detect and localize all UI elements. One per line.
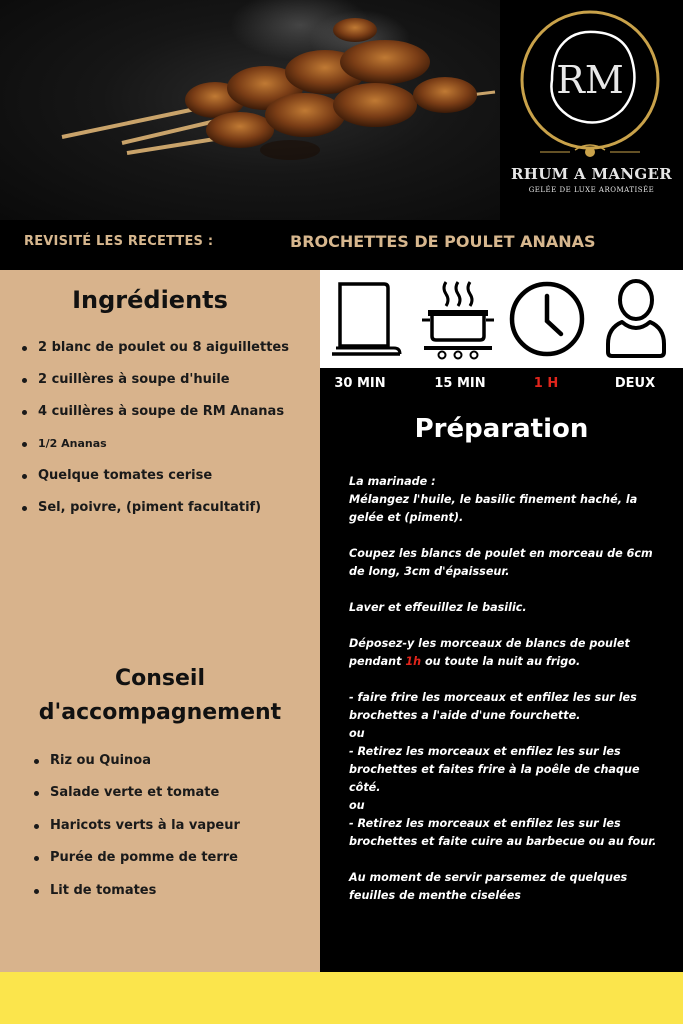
servings: DEUX xyxy=(614,376,656,391)
title-bar xyxy=(0,220,683,270)
clock-icon xyxy=(507,276,587,362)
logo-brand-name: RHUM A MANGER xyxy=(511,165,672,183)
prep-time: 30 MIN xyxy=(334,376,386,391)
icons-row xyxy=(320,270,683,368)
option-3: - Retirez les morceaux et enfilez les sur les brochettes et faite cuire au barbecue ou au four. xyxy=(349,817,657,848)
accompaniment-item: Lit de tomates xyxy=(34,883,240,915)
ingredient-item: 2 cuillères à soupe d'huile xyxy=(22,372,289,404)
step-cut: Coupez les blancs de poulet en morceau de 6cm de long, 3cm d'épaisseur. xyxy=(349,547,653,578)
revisite-label: REVISITÉ LES RECETTES : xyxy=(24,234,214,249)
marinade-label: La marinade : xyxy=(349,475,436,488)
option-2: - Retirez les morceaux et enfilez les sur les brochettes et faites frire à la poêle de chaque côté. xyxy=(349,745,640,794)
serve-note: Au moment de servir parsemez de quelques feuilles de menthe ciselées xyxy=(349,871,628,902)
rest-time: 1 H xyxy=(533,376,559,391)
step-marinate-time: 1h xyxy=(405,655,422,668)
preparation-text xyxy=(349,473,669,905)
ingredient-item: 1/2 Ananas xyxy=(22,436,289,468)
person-icon xyxy=(596,276,676,362)
ingredient-item: Quelque tomates cerise xyxy=(22,468,289,500)
ingredients-heading: Ingrédients xyxy=(72,286,228,314)
logo-tagline: GELÉE DE LUXE AROMATISÉE xyxy=(528,186,655,194)
accompaniment-list xyxy=(34,753,240,915)
conseil-heading-line1: Conseil xyxy=(114,666,206,691)
left-panel xyxy=(0,270,320,972)
ingredient-item: 4 cuillères à soupe de RM Ananas xyxy=(22,404,289,436)
ingredient-item: 2 blanc de poulet ou 8 aiguillettes xyxy=(22,340,289,372)
step-marinate-after: ou toute la nuit au frigo. xyxy=(421,655,581,668)
ingredient-item: Sel, poivre, (piment facultatif) xyxy=(22,500,289,532)
step-basil: Laver et effeuillez le basilic. xyxy=(349,601,527,614)
accompaniment-item: Haricots verts à la vapeur xyxy=(34,818,240,850)
accompaniment-item: Purée de pomme de terre xyxy=(34,850,240,882)
conseil-heading xyxy=(0,662,320,730)
or-2: ou xyxy=(349,799,365,812)
step-marinate xyxy=(349,635,669,671)
accompaniment-item: Riz ou Quinoa xyxy=(34,753,240,785)
cook-time: 15 MIN xyxy=(434,376,486,391)
cutting-board-icon xyxy=(326,276,406,362)
svg-text:RM: RM xyxy=(556,58,624,102)
skewers-illustration xyxy=(0,0,500,220)
step-marinate-before: Déposez-y les morceaux de blancs de poulet pendant xyxy=(349,637,630,668)
marinade-text: Mélangez l'huile, le basilic finement haché, la gelée et (piment). xyxy=(349,493,638,524)
footer-strip xyxy=(0,972,683,1024)
ingredients-list xyxy=(22,340,289,532)
option-1: - faire frire les morceaux et enfilez les sur les brochettes a l'aide d'une fourchette. xyxy=(349,691,637,722)
preparation-heading: Préparation xyxy=(414,414,589,444)
right-panel xyxy=(320,368,683,972)
cooking-pot-icon xyxy=(418,276,498,362)
hero-photo xyxy=(0,0,500,220)
conseil-heading-line2: d'accompagnement xyxy=(38,700,282,725)
or-1: ou xyxy=(349,727,365,740)
brand-logo xyxy=(500,0,683,220)
recipe-title: BROCHETTES DE POULET ANANAS xyxy=(290,232,596,251)
accompaniment-item: Salade verte et tomate xyxy=(34,785,240,817)
